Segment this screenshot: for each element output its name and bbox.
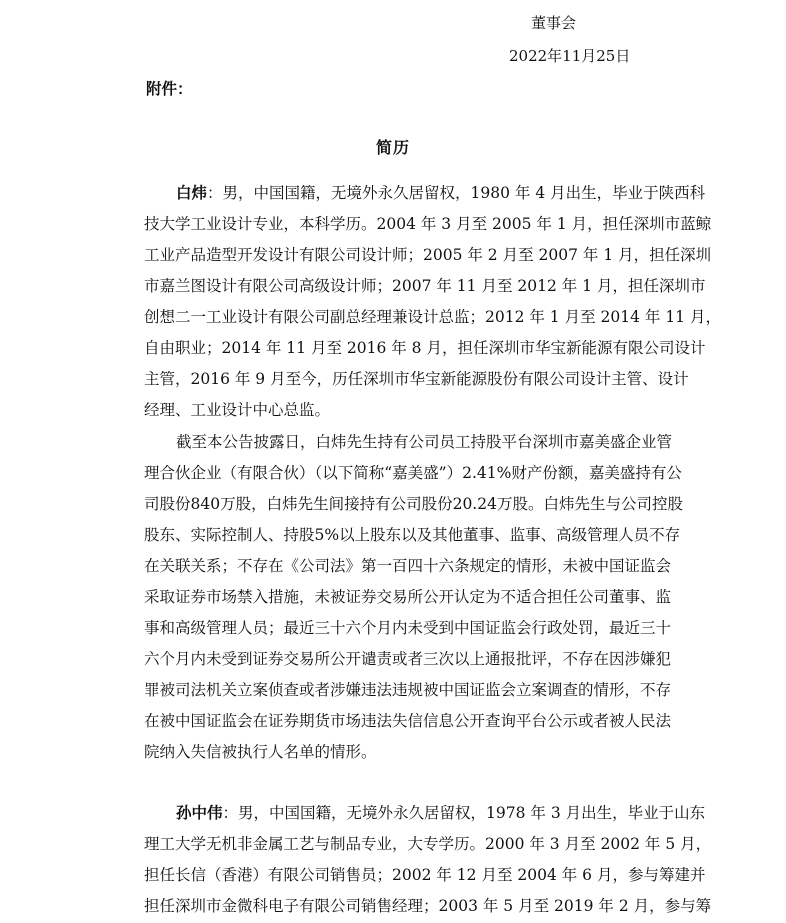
resume1-line: 主管，2016 年 9 月至今，历任深圳市华宝新能源股份有限公司设计主管、设计 bbox=[144, 370, 689, 388]
attachment-label: 附件： bbox=[146, 79, 193, 98]
signature-date: 2022年11月25日 bbox=[509, 47, 631, 65]
resume1-para2-line: 理合伙企业（有限合伙）（以下简称“嘉美盛”）2.41%财产份额，嘉美盛持有公 bbox=[144, 464, 682, 482]
resume1-para2-line: 在关联关系；不存在《公司法》第一百四十六条规定的情形，未被中国证监会 bbox=[144, 557, 672, 575]
resume1-para2-line: 院纳入失信被执行人名单的情形。 bbox=[144, 743, 377, 761]
resume1-first-line: 白炜：男，中国国籍，无境外永久居留权，1980 年 4 月出生，毕业于陕西科 bbox=[176, 183, 706, 202]
resume1-para2-first-line: 截至本公告披露日，白炜先生持有公司员工持股平台深圳市嘉美盛企业管 bbox=[176, 433, 673, 451]
resume2-first-line: 孙中伟：男，中国国籍，无境外永久居留权，1978 年 3 月出生，毕业于山东 bbox=[176, 803, 706, 822]
resume1-line: 技大学工业设计专业，本科学历。2004 年 3 月至 2005 年 1 月，担任深圳市蓝鲸 bbox=[144, 215, 712, 233]
resume1-line: 工业产品造型开发设计有限公司设计师；2005 年 2 月至 2007 年 1 月，担任深圳 bbox=[144, 246, 712, 264]
resume2-line: 理工大学无机非金属工艺与制品专业，大专学历。2000 年 3 月至 2002 年 5 月， bbox=[144, 835, 712, 853]
resume1-line: 市嘉兰图设计有限公司高级设计师；2007 年 11 月至 2012 年 1 月，担任深圳市 bbox=[144, 277, 706, 295]
resume1-para2-line: 采取证券市场禁入措施，未被证券交易所公开认定为不适合担任公司董事、监 bbox=[144, 588, 672, 606]
resume1-line: 自由职业；2014 年 11 月至 2016 年 8 月，担任深圳市华宝新能源有限公司设计 bbox=[144, 339, 706, 357]
page-title: 简历 bbox=[375, 138, 410, 157]
resume1-para2-line: 罪被司法机关立案侦查或者涉嫌违法违规被中国证监会立案调查的情形，不存 bbox=[144, 681, 672, 699]
resume2-name: 孙中伟 bbox=[176, 803, 223, 822]
resume1-name: 白炜 bbox=[176, 183, 208, 202]
resume1-line: 经理、工业设计中心总监。 bbox=[144, 401, 331, 419]
resume1-para2-line: 司股份840万股，白炜先生间接持有公司股份20.24万股。白炜先生与公司控股 bbox=[144, 495, 683, 513]
resume2-line: 担任深圳市金微科电子有限公司销售经理；2003 年 5 月至 2019 年 2 月，参与筹 bbox=[144, 897, 712, 915]
resume1-para2-line: 六个月内未受到证券交易所公开谴责或者三次以上通报批评，不存在因涉嫌犯 bbox=[144, 650, 672, 668]
resume1-para2-line: 股东、实际控制人、持股5%以上股东以及其他董事、监事、高级管理人员不存 bbox=[144, 526, 681, 544]
resume1-line: 创想二一工业设计有限公司副总经理兼设计总监；2012 年 1 月至 2014 年 11 月， bbox=[144, 308, 721, 326]
resume2-line: 担任长信（香港）有限公司销售员；2002 年 12 月至 2004 年 6 月，参与筹建并 bbox=[144, 866, 706, 884]
resume1-para2-line: 事和高级管理人员；最近三十六个月内未受到中国证监会行政处罚，最近三十 bbox=[144, 619, 672, 637]
resume1-para2-line: 在被中国证监会在证券期货市场违法失信信息公开查询平台公示或者被人民法 bbox=[144, 712, 672, 730]
signature-org: 董事会 bbox=[531, 14, 577, 32]
